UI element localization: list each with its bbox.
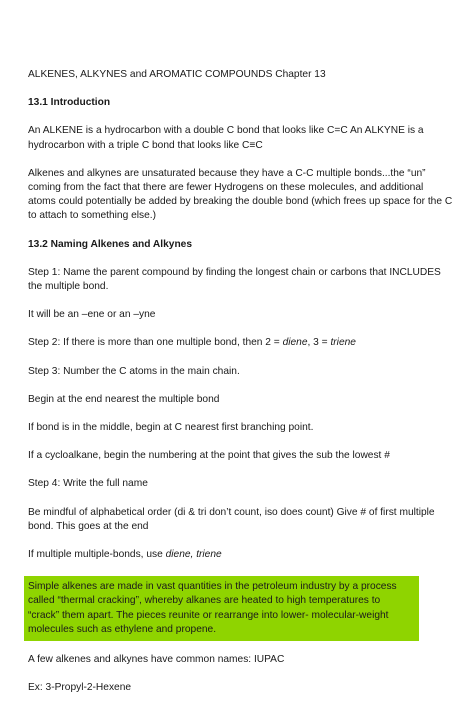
paragraph-common-names: A few alkenes and alkynes have common names: IUPAC <box>28 654 285 666</box>
highlighted-paragraph <box>24 576 419 641</box>
paragraph-alphabetical: Be mindful of alphabetical order (di & tri don’t count, iso does count) Give # of first multiple bond. This goes at the end <box>28 506 435 532</box>
multiple-prefix: If multiple multiple-bonds, use <box>28 549 166 561</box>
paragraph-cycloalkane: If a cycloalkane, begin the numbering at the point that gives the sub the lowest # <box>28 450 390 462</box>
paragraph-step1: Step 1: Name the parent compound by finding the longest chain or carbons that INCLUDES the multiple bond. <box>28 266 441 293</box>
section-heading-naming: 13.2 Naming Alkenes and Alkynes <box>28 238 193 250</box>
paragraph-ending: It will be an –ene or an –yne <box>28 309 156 321</box>
paragraph-example: Ex: 3-Propyl-2-Hexene <box>28 682 132 694</box>
highlight-text: Simple alkenes are made in vast quantities in the petroleum industry by a process called “thermal cracking”, whereby alkanes are heated to high temperatures to “crack” them apart. The pieces reunite or rearrange into lower- molecular-weight molecules such as ethylene and propene. <box>28 581 397 635</box>
multiple-terms: diene, triene <box>165 549 222 561</box>
paragraph-step4: Step 4: Write the full name <box>28 478 148 490</box>
step2-triene: triene <box>330 337 356 349</box>
paragraph-step3: Step 3: Number the C atoms in the main chain. <box>28 365 240 377</box>
paragraph-begin-end: Begin at the end nearest the multiple bond <box>28 393 220 405</box>
section-heading-introduction: 13.1 Introduction <box>28 97 111 109</box>
paragraph-middle-bond: If bond is in the middle, begin at C nearest first branching point. <box>28 422 314 434</box>
paragraph-unsaturated: Alkenes and alkynes are unsaturated because they have a C-C multiple bonds...the “un” coming from the fact that there are fewer Hydrogens on these molecules, and additional atoms could potentially be added by breaking the double bond (which frees up space for the C to attach to something else.) <box>28 167 453 222</box>
step2-mid: , 3 = <box>307 337 331 349</box>
paragraph-definition: An ALKENE is a hydrocarbon with a double C bond that looks like C=C An ALKYNE is a hydrocarbon with a triple C bond that looks like C≡C <box>28 125 424 151</box>
step2-prefix: Step 2: If there is more than one multiple bond, then 2 = <box>28 337 283 349</box>
paragraph-step2 <box>28 336 453 350</box>
document-title: ALKENES, ALKYNES and AROMATIC COMPOUNDS Chapter 13 <box>28 69 326 80</box>
step2-diene: diene <box>282 337 308 349</box>
paragraph-multiple-bonds <box>28 548 453 562</box>
